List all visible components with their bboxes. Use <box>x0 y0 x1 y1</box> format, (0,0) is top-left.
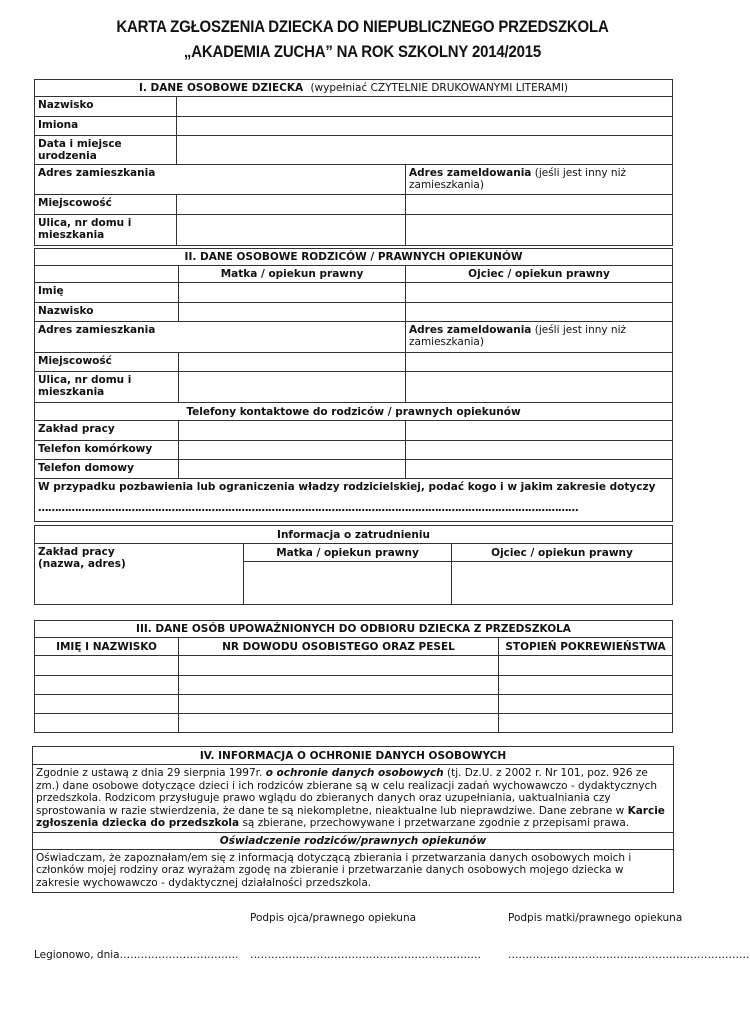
custody-field[interactable] <box>35 479 673 522</box>
field-father-first-name[interactable] <box>406 283 673 303</box>
field-child-street[interactable] <box>177 215 406 246</box>
section-data-protection <box>32 746 674 893</box>
place-date-field[interactable]: Legionowo, dnia……………………………. <box>34 949 239 961</box>
label-child-birth: Data i miejsce urodzenia <box>35 136 177 165</box>
section-2-heading: II. DANE OSOBOWE RODZICÓW / PRAWNYCH OPIEKUNÓW <box>35 249 673 266</box>
field-authorized-id[interactable] <box>179 714 499 733</box>
section-1-title: I. DANE OSOBOWE DZIECKA <box>138 82 304 94</box>
field-mother-workplace[interactable] <box>179 421 406 441</box>
form-title-line1: KARTA ZGŁOSZENIA DZIECKA DO NIEPUBLICZNEGO PRZEDSZKOLA <box>116 17 609 36</box>
label-child-names: Imiona <box>35 117 177 136</box>
label-parent-reg-address <box>406 322 673 353</box>
field-authorized-name[interactable] <box>35 676 179 695</box>
col-full-name: IMIĘ I NAZWISKO <box>35 638 179 656</box>
label-parent-street: Ulica, nr domu i mieszkania <box>35 372 179 403</box>
employer-note: (nazwa, adres) <box>38 558 126 570</box>
label-child-city: Miejscowość <box>35 195 177 215</box>
form-title-line2: „AKADEMIA ZUCHA” NA ROK SZKOLNY 2014/2015 <box>183 42 542 61</box>
dp-text-c: (tj. Dz.U. z 2002 r. Nr 101, poz. 926 ze zm.) dane osobowe dotyczące dzieci i ich rodziców zbierane są w celu realizacji zadań wychowawczo - dydaktycznych przedszkola. Rodzicom przysługuje prawo wglądu do zbieranych danych oraz uzupełniania, uaktualniania czy sprostowania w razie stwierdzenia, że dane te są niekompletne, nieaktualne lub nieprawdziwe. Dane zebrane w <box>36 767 658 817</box>
field-child-names[interactable] <box>177 117 673 136</box>
label-parent-first-name: Imię <box>35 283 179 303</box>
field-father-home-phone[interactable] <box>406 460 673 479</box>
custody-text: W przypadku pozbawienia lub ograniczenia władzy rodzicielskiej, podać kogo i w jakim zakresie dotyczy <box>38 481 656 493</box>
field-mother-mobile[interactable] <box>179 441 406 460</box>
employment-col-father: Ojciec / opiekun prawny <box>452 544 673 562</box>
field-authorized-id[interactable] <box>179 676 499 695</box>
field-mother-home-phone[interactable] <box>179 460 406 479</box>
label-workplace: Zakład pracy <box>35 421 179 441</box>
field-mother-surname[interactable] <box>179 303 406 322</box>
field-authorized-name[interactable] <box>35 656 179 676</box>
field-authorized-name[interactable] <box>35 695 179 714</box>
parent-reg-address-note: (jeśli jest inny niż zamieszkania) <box>409 324 627 348</box>
table-row <box>35 714 673 733</box>
field-child-city[interactable] <box>177 195 406 215</box>
employment-col-mother: Matka / opiekun prawny <box>244 544 452 562</box>
table-row <box>35 656 673 676</box>
reg-address-title: Adres zameldowania <box>409 167 532 179</box>
parent-reg-address-title: Adres zameldowania <box>409 324 532 336</box>
phones-heading: Telefony kontaktowe do rodziców / prawnych opiekunów <box>35 403 673 421</box>
field-parent-city[interactable] <box>179 353 406 372</box>
field-authorized-relation[interactable] <box>499 676 673 695</box>
dp-text-card: Karcie zgłoszenia dziecka do przedszkola <box>36 804 665 829</box>
dp-text-a: Zgodnie z ustawą z dnia 29 sierpnia 1997r. <box>36 767 266 779</box>
field-parent-street[interactable] <box>179 372 406 403</box>
col-id-pesel: NR DOWODU OSOBISTEGO ORAZ PESEL <box>179 638 499 656</box>
mother-signature-label: Podpis matki/prawnego opiekuna <box>508 912 683 924</box>
custody-dots: ……………………………………………………………………………………………………………………………………………… <box>38 502 578 514</box>
form-title <box>44 14 682 64</box>
field-parent-reg-city[interactable] <box>406 353 673 372</box>
label-employer <box>35 544 244 605</box>
field-mother-first-name[interactable] <box>179 283 406 303</box>
label-parent-surname: Nazwisko <box>35 303 179 322</box>
field-authorized-relation[interactable] <box>499 714 673 733</box>
field-child-birth[interactable] <box>177 136 673 165</box>
field-child-surname[interactable] <box>177 97 673 117</box>
col-relationship: STOPIEŃ POKREWIEŃSTWA <box>499 638 673 656</box>
field-child-reg-street[interactable] <box>406 215 673 246</box>
col-mother: Matka / opiekun prawny <box>179 266 406 283</box>
field-father-workplace[interactable] <box>406 421 673 441</box>
table-row <box>35 676 673 695</box>
reg-address-note: (jeśli jest inny niż zamieszkania) <box>409 167 627 191</box>
dp-text-e: są zbierane, przechowywane i przetwarzane zgodnie z przepisami prawa. <box>239 817 630 829</box>
data-protection-text <box>33 765 674 833</box>
declaration-heading: Oświadczenie rodziców/prawnych opiekunów <box>33 832 674 849</box>
field-child-reg-city[interactable] <box>406 195 673 215</box>
field-authorized-relation[interactable] <box>499 656 673 676</box>
father-signature-field[interactable]: ………………………………………………………… <box>250 949 481 961</box>
label-child-street: Ulica, nr domu i mieszkania <box>35 215 177 246</box>
label-child-reg-address <box>406 165 673 195</box>
field-authorized-id[interactable] <box>179 656 499 676</box>
field-parent-reg-street[interactable] <box>406 372 673 403</box>
label-child-address: Adres zamieszkania <box>35 165 406 195</box>
section-1-heading <box>35 80 673 97</box>
section-3-heading: III. DANE OSÓB UPOWAŻNIONYCH DO ODBIORU DZIECKA Z PRZEDSZKOLA <box>35 621 673 638</box>
field-authorized-name[interactable] <box>35 714 179 733</box>
mother-signature-field[interactable]: …………………………………………………………… <box>508 949 750 961</box>
field-mother-employer[interactable] <box>244 562 452 605</box>
parents-header-empty <box>35 266 179 283</box>
field-authorized-relation[interactable] <box>499 695 673 714</box>
label-parent-address: Adres zamieszkania <box>35 322 406 353</box>
field-father-mobile[interactable] <box>406 441 673 460</box>
father-signature-label: Podpis ojca/prawnego opiekuna <box>250 912 417 924</box>
field-father-employer[interactable] <box>452 562 673 605</box>
field-authorized-id[interactable] <box>179 695 499 714</box>
declaration-text: Oświadczam, że zapoznałam/em się z informacją dotyczącą zbierania i przetwarzania danych osobowych moich i członków mojej rodziny oraz wyrażam zgodę na zbieranie i przetwarzanie danych osobowych mojego dziecka w zakresie wychowawczo - dydaktycznej działalności przedszkola. <box>33 849 674 892</box>
label-mobile: Telefon komórkowy <box>35 441 179 460</box>
dp-text-act: o ochronie danych osobowych <box>265 767 444 779</box>
section-parents-data <box>34 248 673 522</box>
section-1-note: (wypełniać CZYTELNIE DRUKOWANYMI LITERAMI) <box>310 82 569 94</box>
col-father: Ojciec / opiekun prawny <box>406 266 673 283</box>
employer-title: Zakład pracy <box>38 546 115 558</box>
label-parent-city: Miejscowość <box>35 353 179 372</box>
section-4-heading: IV. INFORMACJA O OCHRONIE DANYCH OSOBOWYCH <box>33 747 674 765</box>
section-authorized-persons <box>34 620 673 733</box>
field-father-surname[interactable] <box>406 303 673 322</box>
employment-heading: Informacja o zatrudnieniu <box>35 526 673 544</box>
label-child-surname: Nazwisko <box>35 97 177 117</box>
employment-table <box>34 525 673 605</box>
section-child-data <box>34 79 673 246</box>
table-row <box>35 695 673 714</box>
label-home-phone: Telefon domowy <box>35 460 179 479</box>
